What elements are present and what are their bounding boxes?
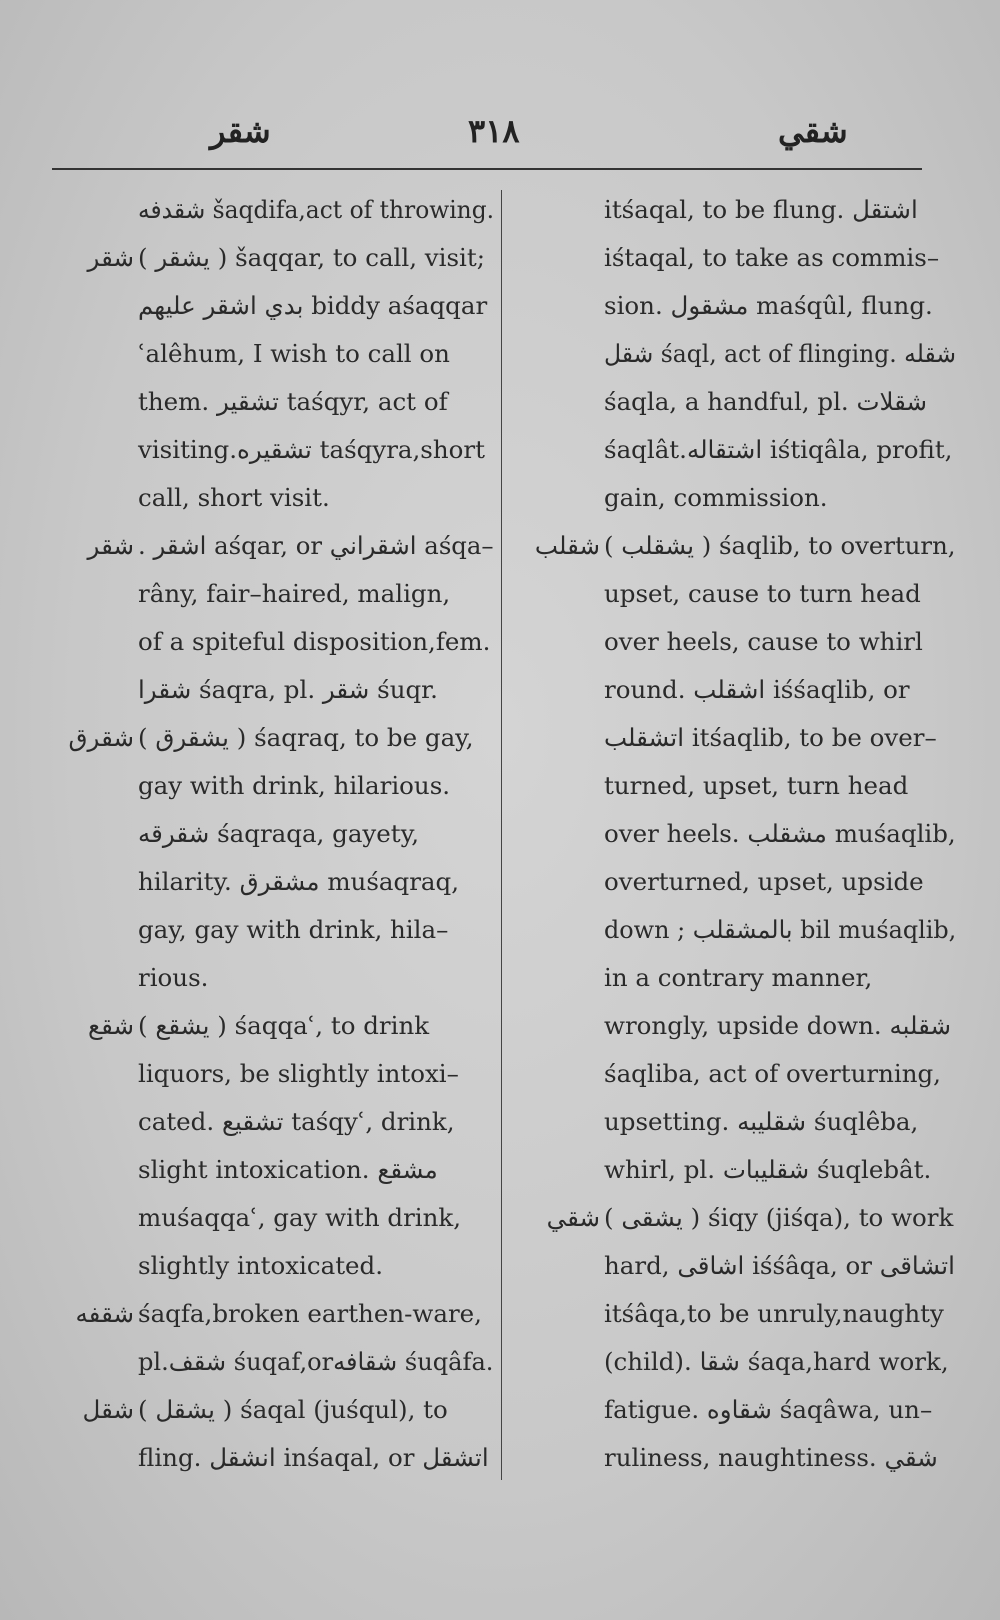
dictionary-line xyxy=(82,1386,494,1434)
line-text: gain, commission. xyxy=(604,483,828,512)
line-text: شقل śaql, act of flinging. شقله xyxy=(604,339,956,368)
dictionary-line xyxy=(604,858,956,906)
line-text: śaqfa,broken earthen-ware, xyxy=(138,1299,482,1328)
line-text: muśaqqaʿ, gay with drink, xyxy=(138,1203,462,1232)
line-text: اتشقلب itśaqlib, to be over– xyxy=(604,723,937,752)
line-text: itśâqa,to be unruly,naughty xyxy=(604,1299,944,1328)
line-text: بدي اشقر عليهم biddy aśaqqar xyxy=(138,291,488,320)
dictionary-line xyxy=(604,906,956,954)
dictionary-line xyxy=(604,810,956,858)
line-text: . اشقر aśqar, or اشقراني aśqa– xyxy=(138,531,494,560)
line-text: śaqla, a handful, pl. شقلات xyxy=(604,387,928,416)
line-text: pl.شقف śuqaf,orشقافه śuqâfa. xyxy=(138,1347,494,1376)
dictionary-line xyxy=(604,1290,956,1338)
dictionary-line xyxy=(138,906,494,954)
entry-headword: شقرق xyxy=(68,723,134,752)
line-text: hilarity. مشقرق muśaqraq, xyxy=(138,867,459,896)
dictionary-line xyxy=(604,330,956,378)
line-text: liquors, be slightly intoxi– xyxy=(138,1059,459,1088)
line-text: ( يشقرق ) śaqraq, to be gay, xyxy=(138,723,474,752)
line-text: râny, fair–haired, malign, xyxy=(138,579,451,608)
dictionary-line xyxy=(604,378,956,426)
entry-headword: شقر xyxy=(87,531,134,560)
line-text: wrongly, upside down. شقلبه xyxy=(604,1011,952,1040)
dictionary-line xyxy=(75,1290,494,1338)
line-text: gay, gay with drink, hila– xyxy=(138,915,449,944)
column-divider xyxy=(501,190,502,1480)
entry-headword: شقع xyxy=(88,1011,134,1040)
dictionary-line xyxy=(138,474,494,522)
line-text: round. اشقلب iśśaqlib, or xyxy=(604,675,910,704)
dictionary-line xyxy=(604,954,956,1002)
line-text: iśtaqal, to take as commis– xyxy=(604,243,940,272)
line-text: over heels, cause to whirl xyxy=(604,627,923,656)
line-text: شقرا śaqra, pl. شقر śuqr. xyxy=(138,675,438,704)
right-column xyxy=(534,186,957,1482)
line-text: hard, اشاقى iśśâqa, or اتشاقى xyxy=(604,1251,955,1280)
line-text: ( يشقلب ) śaqlib, to overturn, xyxy=(604,531,956,560)
line-text: cated. تشقيع taśqyʿ, drink, xyxy=(138,1107,455,1136)
dictionary-line xyxy=(604,1386,956,1434)
dictionary-line xyxy=(138,1242,494,1290)
dictionary-line xyxy=(138,426,494,474)
line-text: ( يشقل ) śaqal (juśqul), to xyxy=(138,1395,448,1424)
line-text: ( يشقع ) śaqqaʿ, to drink xyxy=(138,1011,430,1040)
dictionary-line xyxy=(138,1338,494,1386)
line-text: turned, upset, turn head xyxy=(604,771,909,800)
entry-headword: شقفه xyxy=(75,1299,134,1328)
dictionary-line xyxy=(604,1434,956,1482)
line-text: call, short visit. xyxy=(138,483,330,512)
dictionary-line xyxy=(138,570,494,618)
line-text: fatigue. شقاوه śaqâwa, un– xyxy=(604,1395,933,1424)
line-text: ruliness, naughtiness. شقي xyxy=(604,1443,938,1472)
line-text: slight intoxication. مشقع xyxy=(138,1155,438,1184)
dictionary-line xyxy=(604,1146,956,1194)
dictionary-line xyxy=(138,1434,494,1482)
dictionary-line xyxy=(138,954,494,1002)
line-text: slightly intoxicated. xyxy=(138,1251,384,1280)
line-text: شقرقه śaqraqa, gayety, xyxy=(138,819,419,848)
line-text: visiting.تشقيره taśqyra,short xyxy=(138,435,485,464)
line-text: sion. مشقول maśqûl, flung. xyxy=(604,291,933,320)
page-number: ٣١٨ xyxy=(468,112,520,150)
dictionary-line xyxy=(604,762,956,810)
entry-headword: شقر xyxy=(87,243,134,272)
dictionary-line xyxy=(138,282,494,330)
entry-headword: شقلب xyxy=(534,531,600,560)
dictionary-line xyxy=(604,1338,956,1386)
dictionary-line xyxy=(68,714,494,762)
line-text: upset, cause to turn head xyxy=(604,579,921,608)
dictionary-line xyxy=(87,234,494,282)
line-text: down ; بالمشقلب bil muśaqlib, xyxy=(604,915,957,944)
dictionary-line xyxy=(138,666,494,714)
dictionary-line xyxy=(138,1194,494,1242)
dictionary-line xyxy=(88,1002,494,1050)
dictionary-line xyxy=(138,1050,494,1098)
line-text: شقدفه šaqdifa,act of throwing. xyxy=(138,195,495,224)
line-text: of a spiteful disposition,fem. xyxy=(138,627,491,656)
line-text: itśaqal, to be flung. اشتقل xyxy=(604,195,918,224)
line-text: in a contrary manner, xyxy=(604,963,873,992)
dictionary-line xyxy=(604,570,956,618)
dictionary-line xyxy=(604,1002,956,1050)
dictionary-line xyxy=(138,378,494,426)
dictionary-line xyxy=(87,522,494,570)
line-text: fling. انشقل inśaqal, or اتشقل xyxy=(138,1443,489,1472)
line-text: śaqliba, act of overturning, xyxy=(604,1059,941,1088)
line-text: śaqlât.اشتقاله iśtiqâla, profit, xyxy=(604,435,953,464)
line-text: (child). شقا śaqa,hard work, xyxy=(604,1347,949,1376)
header-rule xyxy=(52,168,922,170)
dictionary-line xyxy=(604,474,956,522)
entry-headword: شقل xyxy=(82,1395,134,1424)
entry-headword: شقي xyxy=(546,1203,600,1232)
dictionary-line xyxy=(138,330,494,378)
dictionary-line xyxy=(604,1242,956,1290)
line-text: over heels. مشقلب muśaqlib, xyxy=(604,819,956,848)
line-text: overturned, upset, upside xyxy=(604,867,924,896)
dictionary-line xyxy=(604,714,956,762)
dictionary-line xyxy=(138,858,494,906)
dictionary-line xyxy=(138,1146,494,1194)
dictionary-line xyxy=(604,426,956,474)
dictionary-line xyxy=(604,234,956,282)
line-text: gay with drink, hilarious. xyxy=(138,771,451,800)
dictionary-line xyxy=(604,282,956,330)
dictionary-line xyxy=(604,186,956,234)
header-right-catchword: شقي xyxy=(778,112,848,150)
line-text: them. تشقير taśqyr, act of xyxy=(138,387,448,416)
line-text: rious. xyxy=(138,963,209,992)
line-text: ʿalêhum, I wish to call on xyxy=(138,339,450,368)
dictionary-line xyxy=(604,618,956,666)
dictionary-line xyxy=(138,762,494,810)
left-column xyxy=(68,186,495,1482)
dictionary-line xyxy=(604,1050,956,1098)
dictionary-line xyxy=(138,618,494,666)
dictionary-line xyxy=(138,810,494,858)
dictionary-line xyxy=(604,666,956,714)
line-text: upsetting. شقليبه śuqlêba, xyxy=(604,1107,919,1136)
dictionary-line xyxy=(534,522,956,570)
dictionary-line xyxy=(138,1098,494,1146)
dictionary-line xyxy=(138,186,494,234)
dictionary-line xyxy=(546,1194,956,1242)
line-text: ( يشقر ) šaqqar, to call, visit; xyxy=(138,243,485,272)
header-left-catchword: شقر xyxy=(210,112,271,150)
dictionary-line xyxy=(604,1098,956,1146)
line-text: whirl, pl. شقليبات śuqlebât. xyxy=(604,1155,932,1184)
line-text: ( يشقى ) śiqy (jiśqa), to work xyxy=(604,1203,954,1232)
